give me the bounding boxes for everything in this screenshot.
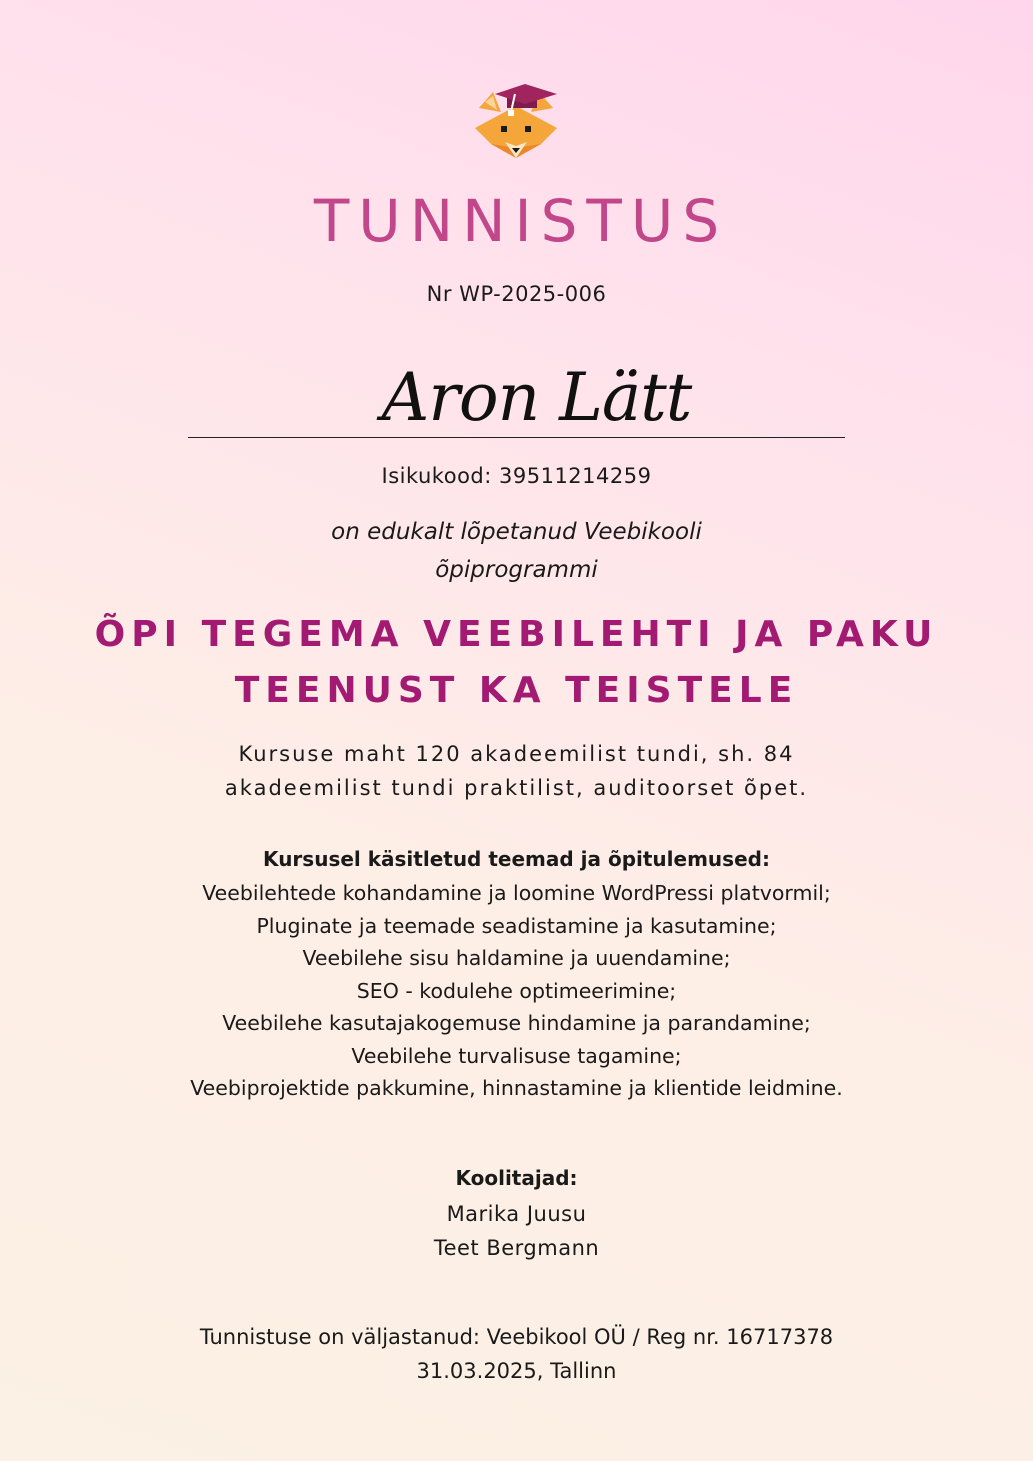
certificate-title: TUNNISTUS [313,187,729,255]
course-volume-line-1: Kursuse maht 120 akadeemilist tundi, sh. 84 [238,742,795,766]
issue-date-place: 31.03.2025, Tallinn [416,1359,617,1383]
course-volume-line-2: akadeemilist tundi praktilist, auditoorset õpet. [224,776,809,800]
trainers-list [0,1197,1033,1265]
topics-list [0,877,1033,1105]
topic-item: Veebilehe sisu haldamine ja uuendamine; [302,946,731,970]
topic-item: Veebiprojektide pakkumine, hinnastamine ja klientide leidmine. [190,1076,843,1100]
personal-id-code: Isikukood: 39511214259 [381,464,652,488]
certificate-number: Nr WP-2025-006 [426,282,607,306]
topic-item: Veebilehe kasutajakogemuse hindamine ja parandamine; [222,1011,811,1035]
completion-statement-line-1: on edukalt lõpetanud Veebikooli [331,519,702,545]
program-title-line-2: TEENUST KA TEISTELE [234,670,799,711]
topics-heading: Kursusel käsitletud teemad ja õpitulemused: [263,847,770,871]
trainer-name: Teet Bergmann [433,1236,600,1260]
topic-item: Veebilehtede kohandamine ja loomine WordPressi platvormil; [202,881,831,905]
recipient-name: Aron Lätt [381,359,692,436]
topic-item: Pluginate ja teemade seadistamine ja kasutamine; [256,913,777,938]
topic-item: Veebilehe turvalisuse tagamine; [351,1043,682,1068]
topic-item: SEO - kodulehe optimeerimine; [356,978,677,1003]
completion-statement-line-2: õpiprogrammi [435,557,598,583]
signature-line-divider [188,437,845,438]
issuer-statement: Tunnistuse on väljastanud: Veebikool OÜ / Reg nr. 16717378 [199,1325,834,1349]
trainer-name: Marika Juusu [446,1202,587,1226]
fox-graduation-cap-icon [471,82,561,162]
program-title-line-1: ÕPI TEGEMA VEEBILEHTI JA PAKU [94,614,939,655]
trainers-heading: Koolitajad: [455,1166,578,1190]
